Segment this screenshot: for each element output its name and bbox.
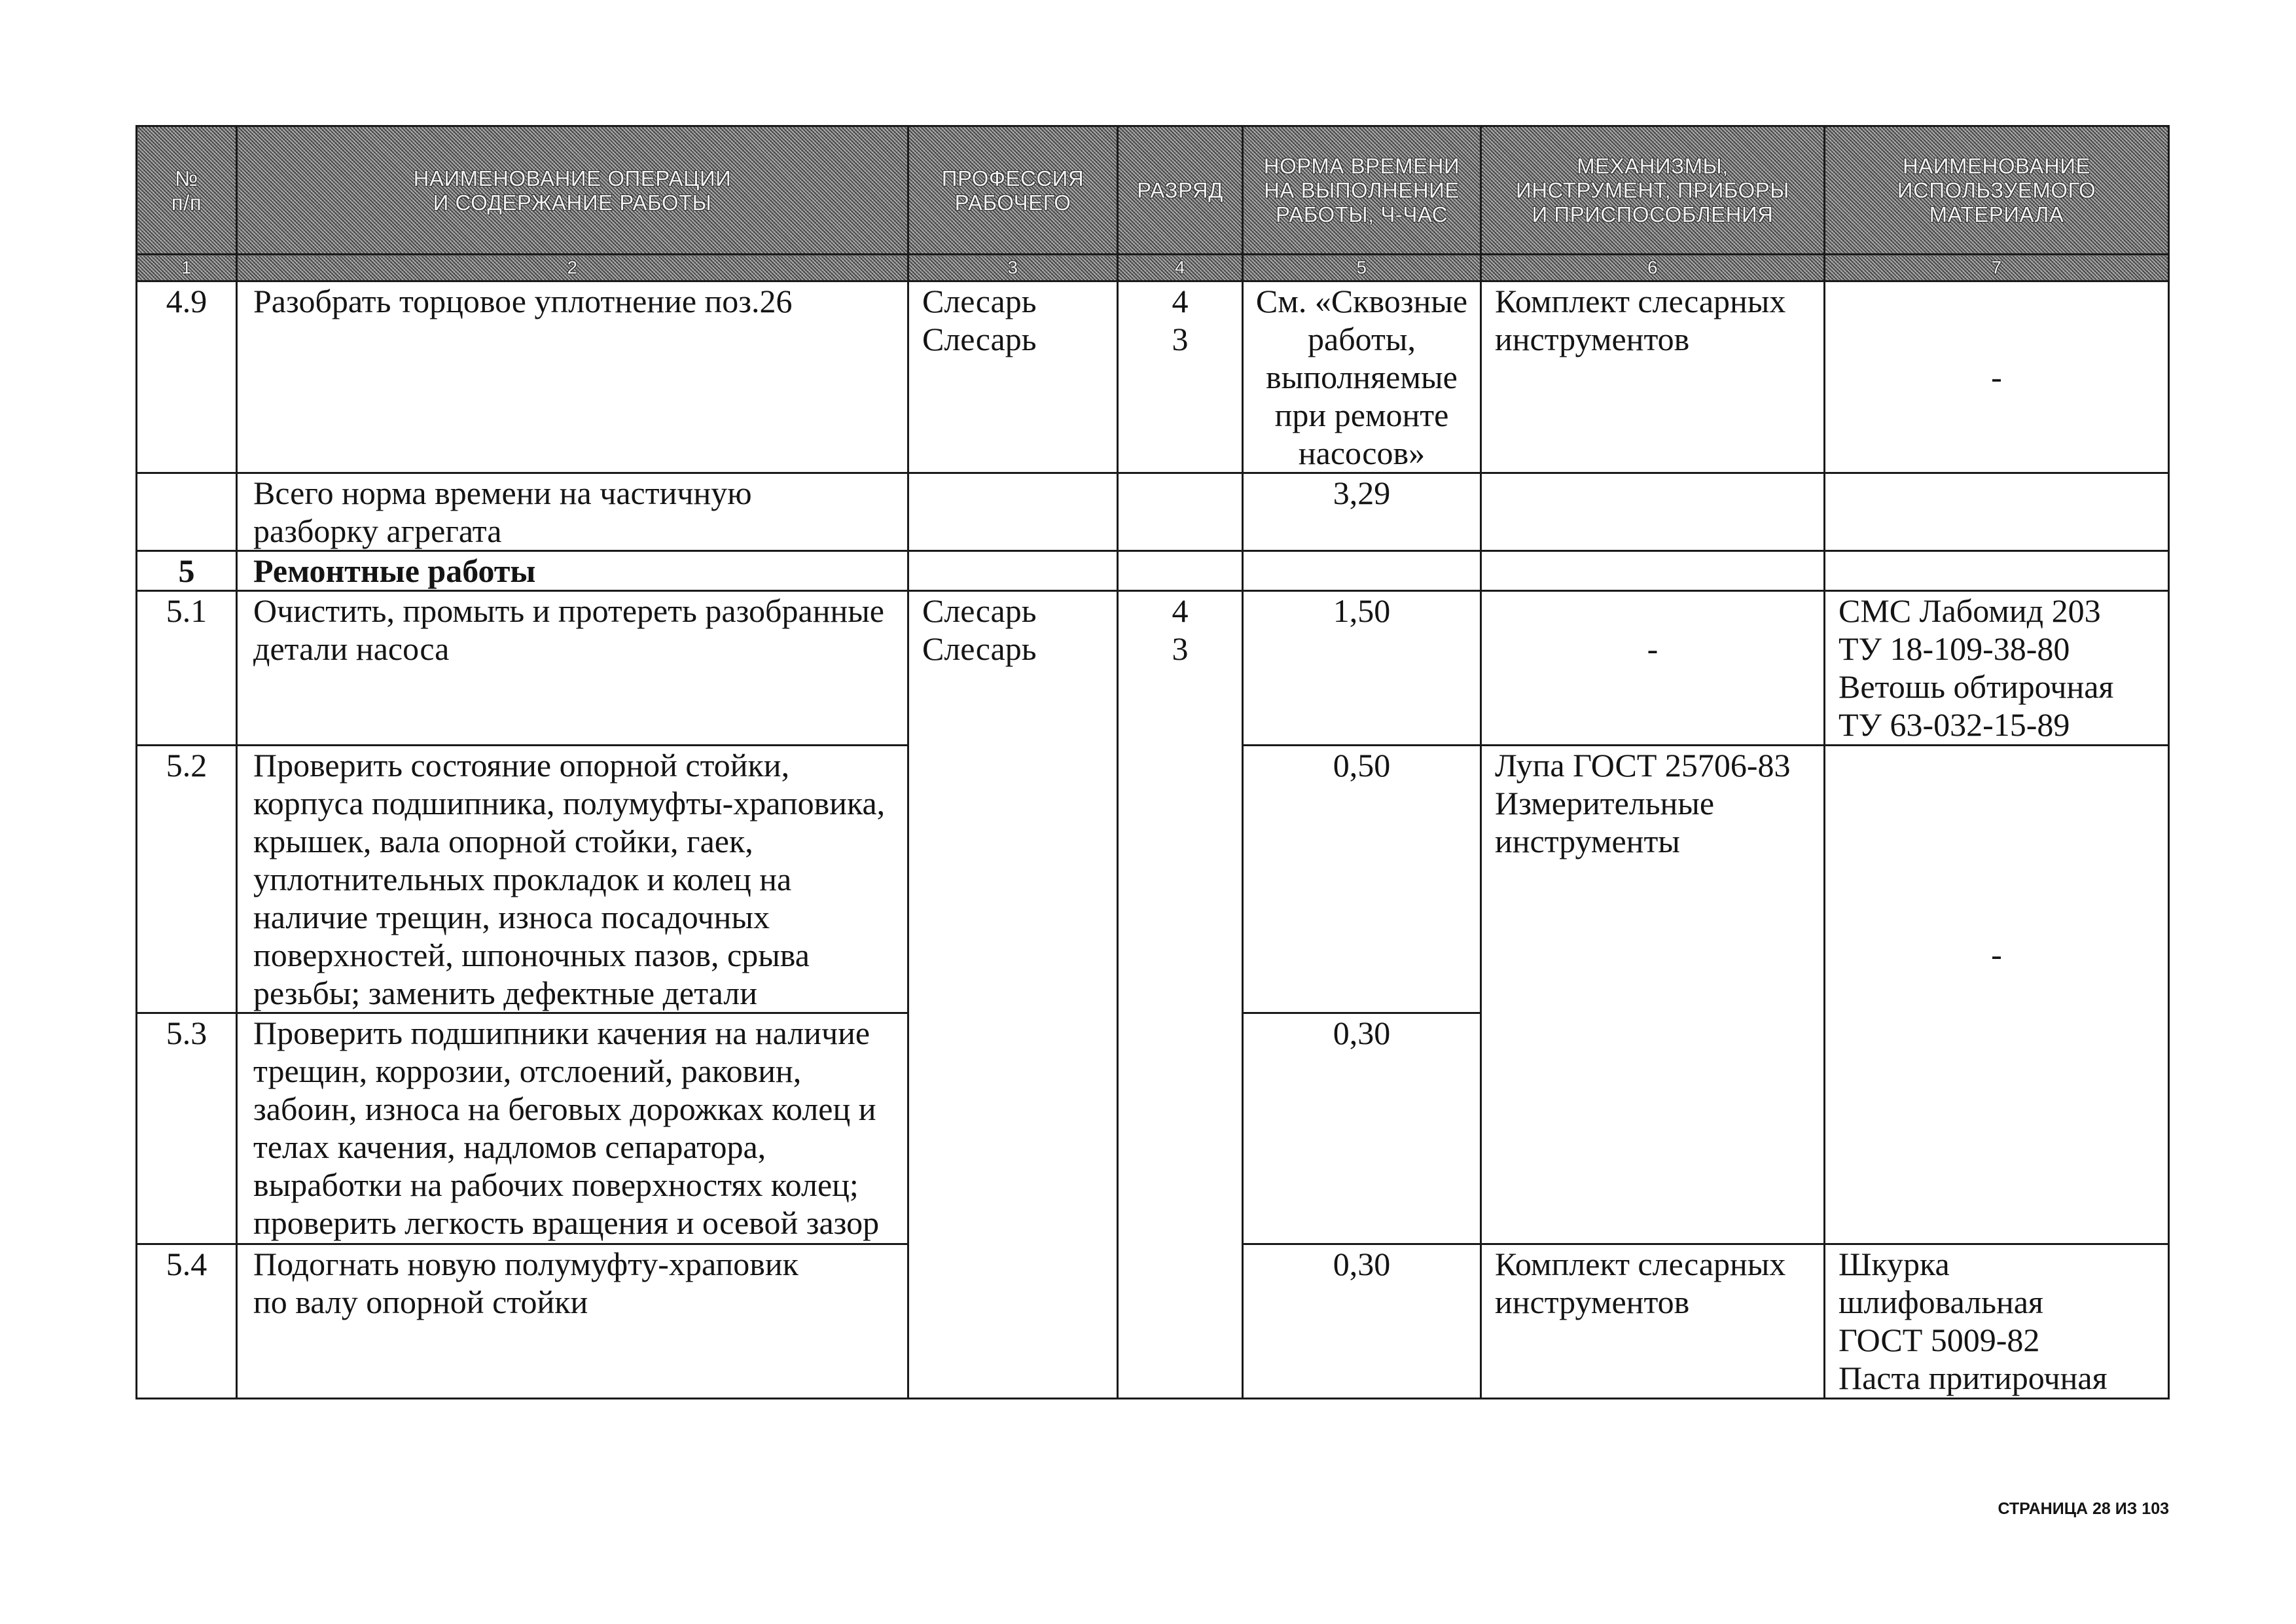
header-profession: ПРОФЕССИЯ РАБОЧЕГО — [908, 126, 1118, 255]
worker-grade: 4 3 — [1118, 591, 1243, 1399]
operation-description: Проверить подшипники качения на наличие трещин, коррозии, отслоений, раковин, забоин, износа на беговых дорожках колец и телах качения, надломов сепаратора, выработки на рабочих поверхностях колец; проверить легкость вращения и осевой зазор — [237, 1013, 908, 1244]
time-norm: 3,29 — [1243, 473, 1481, 551]
time-norm: 1,50 — [1243, 591, 1481, 746]
table-header-row — [137, 126, 2169, 255]
header-operation: НАИМЕНОВАНИЕ ОПЕРАЦИИ И СОДЕРЖАНИЕ РАБОТЫ — [237, 126, 908, 255]
page-number: СТРАНИЦА 28 ИЗ 103 — [1998, 1500, 2169, 1518]
header-time-norm: НОРМА ВРЕМЕНИ НА ВЫПОЛНЕНИЕ РАБОТЫ, Ч-ЧАС — [1243, 126, 1481, 255]
time-norm: См. «Сквозные работы, выполняемые при ремонте насосов» — [1243, 281, 1481, 473]
header-number: № п/п — [137, 126, 237, 255]
table-row-total — [137, 473, 2169, 551]
column-numbers-row — [137, 255, 2169, 281]
table-row — [137, 591, 2169, 746]
worker-profession: Слесарь Слесарь — [908, 281, 1118, 473]
column-number: 1 — [137, 255, 237, 281]
column-number: 3 — [908, 255, 1118, 281]
tools: Комплект слесарных инструментов — [1481, 281, 1825, 473]
operation-description: Разобрать торцовое уплотнение поз.26 — [237, 281, 908, 473]
tools: Лупа ГОСТ 25706-83 Измерительные инструменты — [1481, 746, 1825, 1244]
header-material: НАИМЕНОВАНИЕ ИСПОЛЬЗУЕМОГО МАТЕРИАЛА — [1825, 126, 2169, 255]
worker-profession — [908, 551, 1118, 591]
column-number: 6 — [1481, 255, 1825, 281]
material: Шкурка шлифовальная ГОСТ 5009-82 Паста притирочная — [1825, 1244, 2169, 1399]
operation-description: Всего норма времени на частичную разборку агрегата — [237, 473, 908, 551]
row-number: 5.4 — [137, 1244, 237, 1399]
operations-table — [135, 125, 2170, 1399]
header-grade: РАЗРЯД — [1118, 126, 1243, 255]
material: СМС Лабомид 203 ТУ 18-109-38-80 Ветошь обтирочная ТУ 63-032-15-89 — [1825, 591, 2169, 746]
material: - — [1825, 746, 2169, 1244]
tools: - — [1481, 591, 1825, 746]
tools — [1481, 473, 1825, 551]
worker-profession — [908, 473, 1118, 551]
material: - — [1825, 281, 2169, 473]
time-norm: 0,30 — [1243, 1244, 1481, 1399]
row-number: 5.1 — [137, 591, 237, 746]
row-number: 5.3 — [137, 1013, 237, 1244]
section-title: Ремонтные работы — [237, 551, 908, 591]
column-number: 7 — [1825, 255, 2169, 281]
column-number: 4 — [1118, 255, 1243, 281]
tools: Комплект слесарных инструментов — [1481, 1244, 1825, 1399]
row-number — [137, 473, 237, 551]
column-number: 5 — [1243, 255, 1481, 281]
worker-profession: Слесарь Слесарь — [908, 591, 1118, 1399]
table-row — [137, 281, 2169, 473]
worker-grade — [1118, 551, 1243, 591]
row-number: 4.9 — [137, 281, 237, 473]
worker-grade: 4 3 — [1118, 281, 1243, 473]
time-norm — [1243, 551, 1481, 591]
header-tools: МЕХАНИЗМЫ, ИНСТРУМЕНТ, ПРИБОРЫ И ПРИСПОСОБЛЕНИЯ — [1481, 126, 1825, 255]
material — [1825, 473, 2169, 551]
column-number: 2 — [237, 255, 908, 281]
operation-description: Проверить состояние опорной стойки, корпуса подшипника, полумуфты-храповика, крышек, вала опорной стойки, гаек, уплотнительных прокладок и колец на наличие трещин, износа посадочных поверхностей, шпоночных пазов, срыва резьбы; заменить дефектные детали — [237, 746, 908, 1013]
time-norm: 0,30 — [1243, 1013, 1481, 1244]
time-norm: 0,50 — [1243, 746, 1481, 1013]
worker-grade — [1118, 473, 1243, 551]
operation-description: Очистить, промыть и протереть разобранные детали насоса — [237, 591, 908, 746]
material — [1825, 551, 2169, 591]
tools — [1481, 551, 1825, 591]
operation-description: Подогнать новую полумуфту-храповик по валу опорной стойки — [237, 1244, 908, 1399]
row-number: 5.2 — [137, 746, 237, 1013]
table-section-row — [137, 551, 2169, 591]
section-number: 5 — [137, 551, 237, 591]
